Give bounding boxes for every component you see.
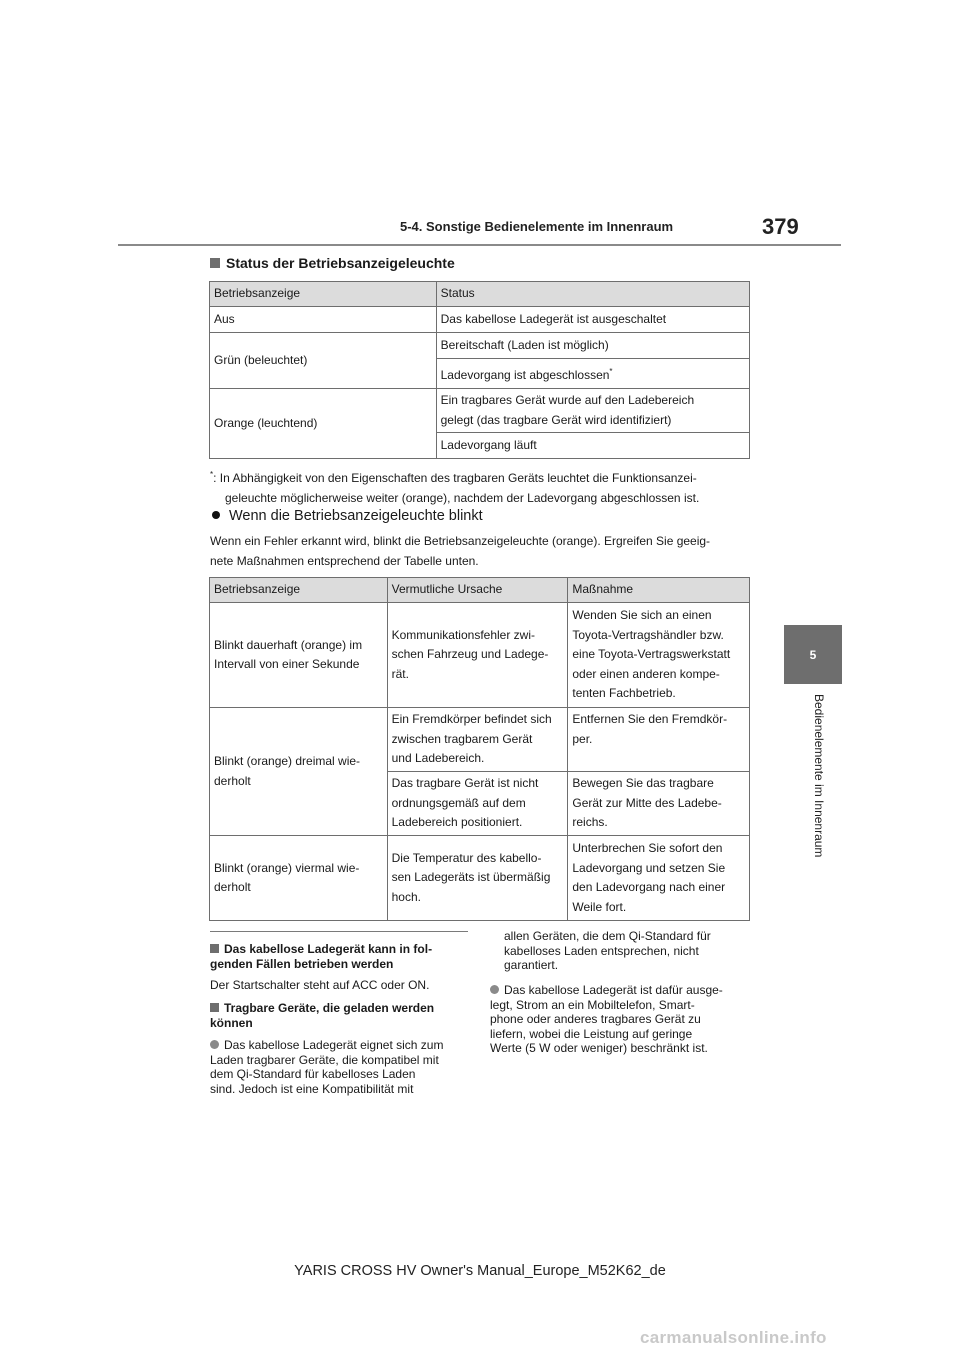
paragraph-line: legt, Strom an ein Mobiltelefon, Smart- (490, 997, 695, 1012)
cell-line: sen Ladegeräts ist übermäßig (391, 870, 551, 885)
blink-table (209, 577, 750, 921)
cell-line: zwischen tragbarem Gerät (391, 731, 533, 746)
paragraph-text: Das kabellose Ladegerät ist dafür ausge- (504, 983, 723, 997)
table-row (210, 708, 750, 772)
paragraph-line: allen Geräten, die dem Qi-Standard für (504, 929, 711, 943)
table-row (210, 603, 750, 708)
indicator-cell: Grün (beleuchtet) (210, 333, 437, 389)
subheading-line (224, 942, 486, 957)
cause-cell (387, 772, 568, 836)
cell-line: Das tragbare Gerät ist nicht (391, 776, 539, 791)
bullet-icon (210, 1040, 219, 1049)
action-cell (568, 772, 750, 836)
table-row (210, 333, 750, 359)
section-title: 5-4. Sonstige Bedienelemente im Innenraum (400, 219, 674, 234)
section-rule (210, 931, 468, 932)
action-cell (568, 836, 750, 921)
status-line: Ein tragbares Gerät wurde auf den Ladebereich (440, 393, 695, 407)
cell-line: und Ladebereich. (391, 751, 485, 765)
cell-line: Gerät zur Mitte des Ladebe- (572, 795, 722, 810)
blink-intro (210, 531, 760, 571)
page-number: 379 (762, 214, 799, 239)
indicator-cell (210, 603, 388, 708)
cell-line: Intervall von einer Sekunde (214, 657, 360, 671)
action-cell (568, 603, 750, 708)
footnote-line (210, 465, 760, 488)
table-header-cell: Betriebsanzeige (210, 578, 388, 603)
bullet-icon (212, 511, 220, 519)
paragraph-text: Das kabellose Ladegerät eignet sich zum (224, 1038, 444, 1052)
bullet-icon (490, 985, 499, 994)
intro-line: nete Maßnahmen entsprechend der Tabelle unten. (210, 554, 479, 568)
table-row (210, 307, 750, 333)
paragraph-continued (490, 929, 766, 973)
cell-line: rät. (391, 666, 409, 681)
subheading-line: genden Fällen betrieben werden (210, 957, 394, 971)
paragraph-line: Werte (5 W oder weniger) beschränkt ist. (490, 1041, 708, 1055)
subheading-text: Das kabellose Ladegerät kann in fol- (224, 942, 433, 956)
square-bullet-icon (210, 1003, 219, 1012)
cell-line: Blinkt (orange) viermal wie- (214, 860, 360, 875)
table-header-row (210, 282, 750, 307)
cell-line: Die Temperatur des kabello- (391, 850, 542, 865)
cell-line: ordnungsgemäß auf dem (391, 795, 526, 810)
footnote-asterisk: * (609, 366, 613, 376)
intro-line: Wenn ein Fehler erkannt wird, blinkt die Betriebsanzeigeleuchte (orange). Ergreifen Sie geeig- (210, 534, 711, 548)
subheading-operation (210, 942, 486, 972)
cell-line: tenten Fachbetrieb. (572, 686, 676, 701)
paragraph-line (224, 1038, 486, 1053)
paragraph: Der Startschalter steht auf ACC oder ON. (210, 978, 430, 992)
status-heading (210, 255, 455, 271)
footnote (210, 465, 760, 508)
cell-line: Ladevorgang und setzen Sie (572, 860, 726, 875)
cell-line: Blinkt (orange) dreimal wie- (214, 754, 361, 768)
chapter-tab (784, 625, 842, 684)
cause-cell (387, 708, 568, 772)
table-header-cell: Betriebsanzeige (210, 282, 437, 307)
cell-line: Kommunikationsfehler zwi- (391, 627, 535, 642)
status-cell (436, 389, 749, 433)
cell-line: derholt (214, 773, 251, 788)
status-cell: Ladevorgang läuft (436, 433, 749, 459)
action-cell (568, 708, 750, 772)
status-table (209, 281, 750, 459)
cell-line: Unterbrechen Sie sofort den (572, 841, 723, 855)
cell-line: per. (572, 731, 593, 746)
chapter-label: Bedienelemente im Innenraum (812, 694, 826, 858)
cause-cell (387, 603, 568, 708)
document-footer: YARIS CROSS HV Owner's Manual_Europe_M52K62_de (294, 1263, 666, 1279)
footnote-text: : In Abhängigkeit von den Eigenschaften des tragbaren Geräts leuchtet die Funktionsanzei- (213, 471, 697, 485)
cell-line: den Ladevorgang nach einer (572, 880, 726, 894)
cell-line: Toyota-Vertragshändler bzw. (572, 627, 724, 642)
table-header-row (210, 578, 750, 603)
indicator-cell: Aus (210, 307, 437, 333)
paragraph-line: sind. Jedoch ist eine Kompatibilität mit (210, 1081, 414, 1096)
subheading-text: Tragbare Geräte, die geladen werden (224, 1001, 435, 1015)
table-row (210, 389, 750, 433)
status-cell: Das kabellose Ladegerät ist ausgeschaltet (436, 307, 749, 333)
footnote-mark: * (210, 470, 214, 479)
indicator-cell (210, 836, 388, 921)
cell-line: Ladebereich positioniert. (391, 815, 523, 830)
paragraph-line: dem Qi-Standard für kabelloses Laden (210, 1067, 416, 1081)
cell-line: Blinkt dauerhaft (orange) im (214, 637, 363, 652)
paragraph-line: Laden tragbarer Geräte, die kompatibel mit (210, 1052, 439, 1067)
cell-line: schen Fahrzeug und Ladege- (391, 647, 549, 662)
indicator-cell: Orange (leuchtend) (210, 389, 437, 459)
subheading-devices (210, 1001, 486, 1031)
paragraph-line: kabelloses Laden entsprechen, nicht (504, 943, 699, 958)
cause-cell (387, 836, 568, 921)
status-cell: Bereitschaft (Laden ist möglich) (436, 333, 749, 359)
status-line: gelegt (das tragbare Gerät wird identifiziert) (440, 412, 672, 427)
header-rule (118, 244, 841, 246)
blink-heading (212, 508, 483, 524)
paragraph-line: garantiert. (504, 958, 559, 972)
bullet-paragraph (490, 983, 766, 1056)
table-header-cell: Maßnahme (568, 578, 750, 603)
indicator-cell (210, 708, 388, 836)
square-bullet-icon (210, 258, 220, 268)
status-heading-text: Status der Betriebsanzeigeleuchte (226, 255, 455, 271)
blink-heading-text: Wenn die Betriebsanzeigeleuchte blinkt (229, 508, 483, 524)
paragraph-line: liefern, wobei die Leistung auf geringe (490, 1026, 693, 1041)
cell-line: oder einen anderen kompe- (572, 666, 720, 681)
cell-line: Ein Fremdkörper befindet sich (391, 712, 552, 726)
cell-line: derholt (214, 880, 251, 894)
cell-line: hoch. (391, 889, 421, 904)
cell-line: Entfernen Sie den Fremdkör- (572, 712, 728, 726)
subheading-line: können (210, 1016, 253, 1030)
cell-line: Weile fort. (572, 899, 627, 914)
subheading-line (224, 1001, 486, 1016)
status-text: Ladevorgang ist abgeschlossen (440, 367, 610, 382)
footnote-line: geleuchte möglicherweise weiter (orange), nachdem der Ladevorgang abgeschlossen ist. (225, 491, 700, 505)
table-header-cell: Vermutliche Ursache (387, 578, 568, 603)
square-bullet-icon (210, 944, 219, 953)
paragraph-line (504, 983, 766, 998)
watermark: carmanualsonline.info (640, 1328, 827, 1347)
bullet-paragraph (210, 1038, 486, 1096)
status-cell (436, 359, 749, 389)
cell-line: Bewegen Sie das tragbare (572, 776, 714, 791)
paragraph-line: phone oder anderes tragbares Gerät zu (490, 1012, 701, 1026)
cell-line: Wenden Sie sich an einen (572, 608, 712, 623)
table-row (210, 836, 750, 921)
table-header-cell: Status (436, 282, 749, 307)
cell-line: eine Toyota-Vertragswerkstatt (572, 647, 731, 662)
chapter-number: 5 (809, 647, 817, 662)
cell-line: reichs. (572, 815, 608, 830)
